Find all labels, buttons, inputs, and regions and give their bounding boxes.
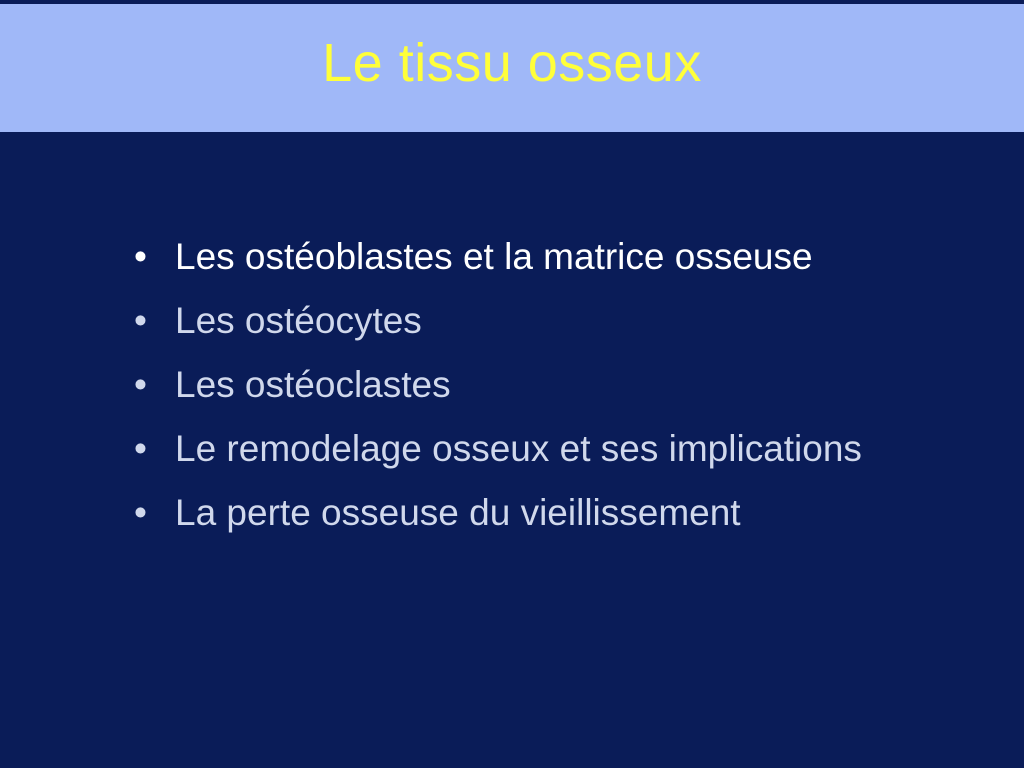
bullet-text: Le remodelage osseux et ses implications — [175, 428, 862, 469]
bullet-dot: • — [134, 300, 147, 341]
bullet-text: Les ostéocytes — [175, 300, 422, 341]
bullet-dot: • — [134, 428, 147, 469]
bullet-list — [134, 230, 894, 550]
bullet-item-perte-osseuse — [134, 486, 894, 540]
bullet-dot: • — [134, 492, 147, 533]
bullet-item-osteoblastes — [134, 230, 894, 284]
bullet-text: Les ostéoblastes et la matrice osseuse — [175, 236, 813, 277]
bullet-item-osteoclastes — [134, 358, 894, 412]
bullet-text: Les ostéoclastes — [175, 364, 451, 405]
bullet-text: La perte osseuse du vieillissement — [175, 492, 741, 533]
bullet-item-osteocytes — [134, 294, 894, 348]
slide-title: Le tissu osseux — [322, 33, 702, 93]
title-bar — [0, 4, 1024, 132]
bullet-dot: • — [134, 236, 147, 277]
bullet-dot: • — [134, 364, 147, 405]
bullet-item-remodelage — [134, 422, 894, 476]
